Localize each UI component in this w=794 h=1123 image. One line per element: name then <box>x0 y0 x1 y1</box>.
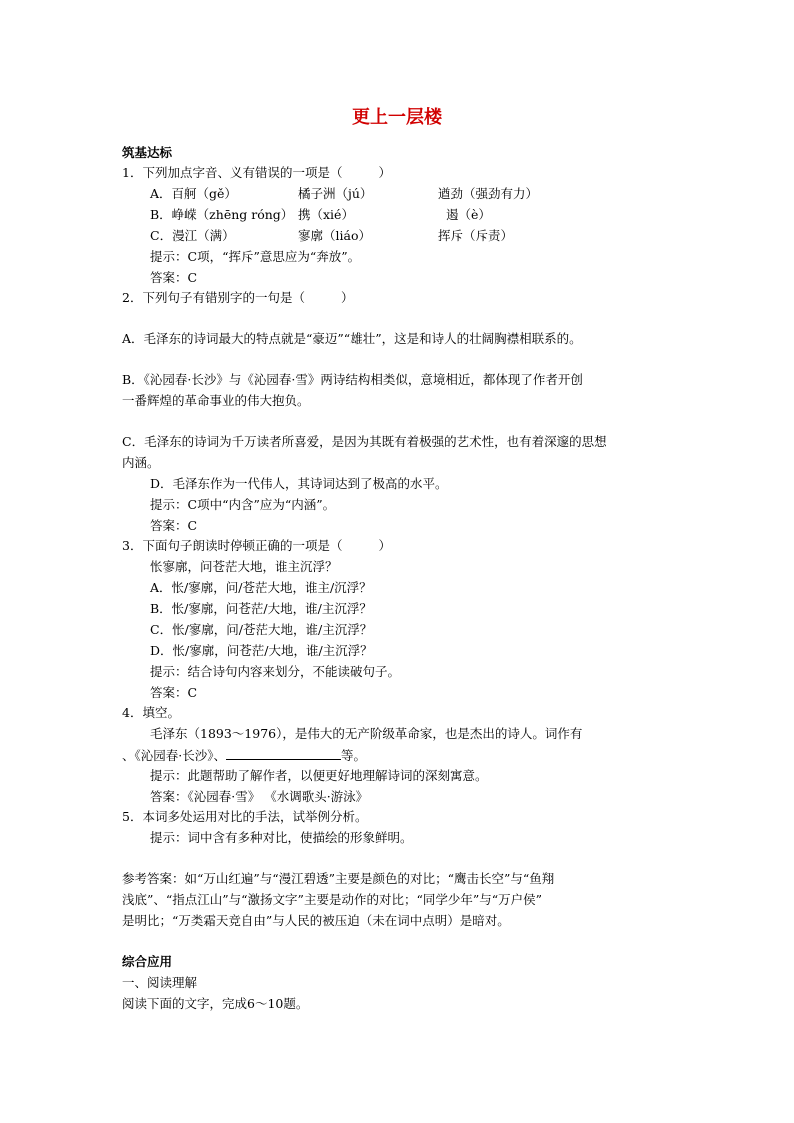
page-title: 更上一层楼 <box>352 107 442 128</box>
q2-option-b-line1: B．《沁园春·长沙》与《沁园春·雪》两诗结构相类似，意境相近，都体现了作者开创 <box>122 372 583 387</box>
q4-hint: 提示：此题帮助了解作者，以便更好地理解诗词的深刻寓意。 <box>150 768 488 783</box>
section-heading-basics: 筑基达标 <box>122 145 173 160</box>
q2-option-c-line2: 内涵。 <box>122 455 160 470</box>
q4-line1: 毛泽东（1893～1976），是伟大的无产阶级革命家，也是杰出的诗人。词作有 <box>150 726 583 741</box>
q1-option-c-2: 寥廓（liáo） <box>298 228 371 243</box>
question-3-stem: 3．下面句子朗读时停顿正确的一项是（ ） <box>122 538 391 553</box>
q3-option-b: B．怅/寥廓，问苍茫/大地，谁/主沉浮？ <box>150 601 372 616</box>
reference-answer-line2: 浅底”、“指点江山”与“激扬文字”主要是动作的对比；“同学少年”与“万户侯” <box>122 892 543 907</box>
q2-hint: 提示：C项中“内含”应为“内涵”。 <box>150 497 336 512</box>
question-2-stem: 2．下列句子有错别字的一句是（ ） <box>122 290 354 305</box>
q1-hint: 提示：C项，“挥斥”意思应为“奔放”。 <box>150 249 361 264</box>
q1-option-a-3: 遒劲（强劲有力） <box>438 186 539 201</box>
q2-option-d: D．毛泽东作为一代伟人，其诗词达到了极高的水平。 <box>150 476 448 491</box>
q3-option-c: C．怅/寥廓，问/苍茫大地，谁/主沉浮？ <box>150 622 373 637</box>
q3-hint: 提示：结合诗句内容来划分，不能读破句子。 <box>150 664 401 679</box>
q2-option-c-line1: C．毛泽东的诗词为千万读者所喜爱，是因为其既有着极强的艺术性，也有着深邃的思想 <box>122 434 607 449</box>
q1-option-b-3: 遏（è） <box>446 207 491 222</box>
q1-option-c-1: C．漫江（满） <box>150 228 235 243</box>
reference-answer-line1: 参考答案：如“万山红遍”与“漫江碧透”主要是颜色的对比；“鹰击长空”与“鱼翔 <box>122 871 555 886</box>
question-5-stem: 5．本词多处运用对比的手法，试举例分析。 <box>122 809 368 824</box>
q1-option-c-3: 挥斥（斥责） <box>438 228 514 243</box>
q5-hint: 提示：词中含有多种对比，使描绘的形象鲜明。 <box>150 830 413 845</box>
section-heading-application: 综合应用 <box>122 954 173 969</box>
question-4-stem: 4．填空。 <box>122 705 180 720</box>
q2-option-b-line2: 一番辉煌的革命事业的伟大抱负。 <box>122 393 310 408</box>
q3-sentence: 怅寥廓，问苍茫大地，谁主沉浮？ <box>150 559 338 574</box>
question-1-stem: 1．下列加点字音、义有错误的一项是（ ） <box>122 165 391 180</box>
q3-option-d: D．怅/寥廓，问苍茫/大地，谁/主沉浮？ <box>150 643 373 658</box>
reading-heading: 一、阅读理解 <box>122 975 198 990</box>
q3-answer: 答案：C <box>150 685 198 700</box>
q2-answer: 答案：C <box>150 518 198 533</box>
q2-option-a: A．毛泽东的诗词最大的特点就是“豪迈”“雄壮”，这是和诗人的壮阔胸襟相联系的。 <box>122 331 582 346</box>
reading-instruction: 阅读下面的文字，完成6～10题。 <box>122 996 309 1011</box>
reference-answer-line3: 是明比；“万类霜天竞自由”与人民的被压迫（未在词中点明）是暗对。 <box>122 913 510 928</box>
q4-answer: 答案：《沁园春·雪》 《水调歌头·游泳》 <box>150 789 369 804</box>
q1-answer: 答案：C <box>150 270 198 285</box>
q3-option-a: A．怅/寥廓，问/苍茫大地，谁主/沉浮？ <box>150 580 372 595</box>
q1-option-b-2: 携（xié） <box>298 207 354 222</box>
q1-option-a-1: A．百舸（gě） <box>150 186 237 201</box>
q1-option-a-2: 橘子洲（jú） <box>298 186 373 201</box>
q4-line2: 、《沁园春·长沙》、 等。 <box>122 748 366 763</box>
q4-fill-blank <box>226 747 341 760</box>
q1-option-b-1: B．峥嵘（zhēng róng） <box>150 207 294 222</box>
